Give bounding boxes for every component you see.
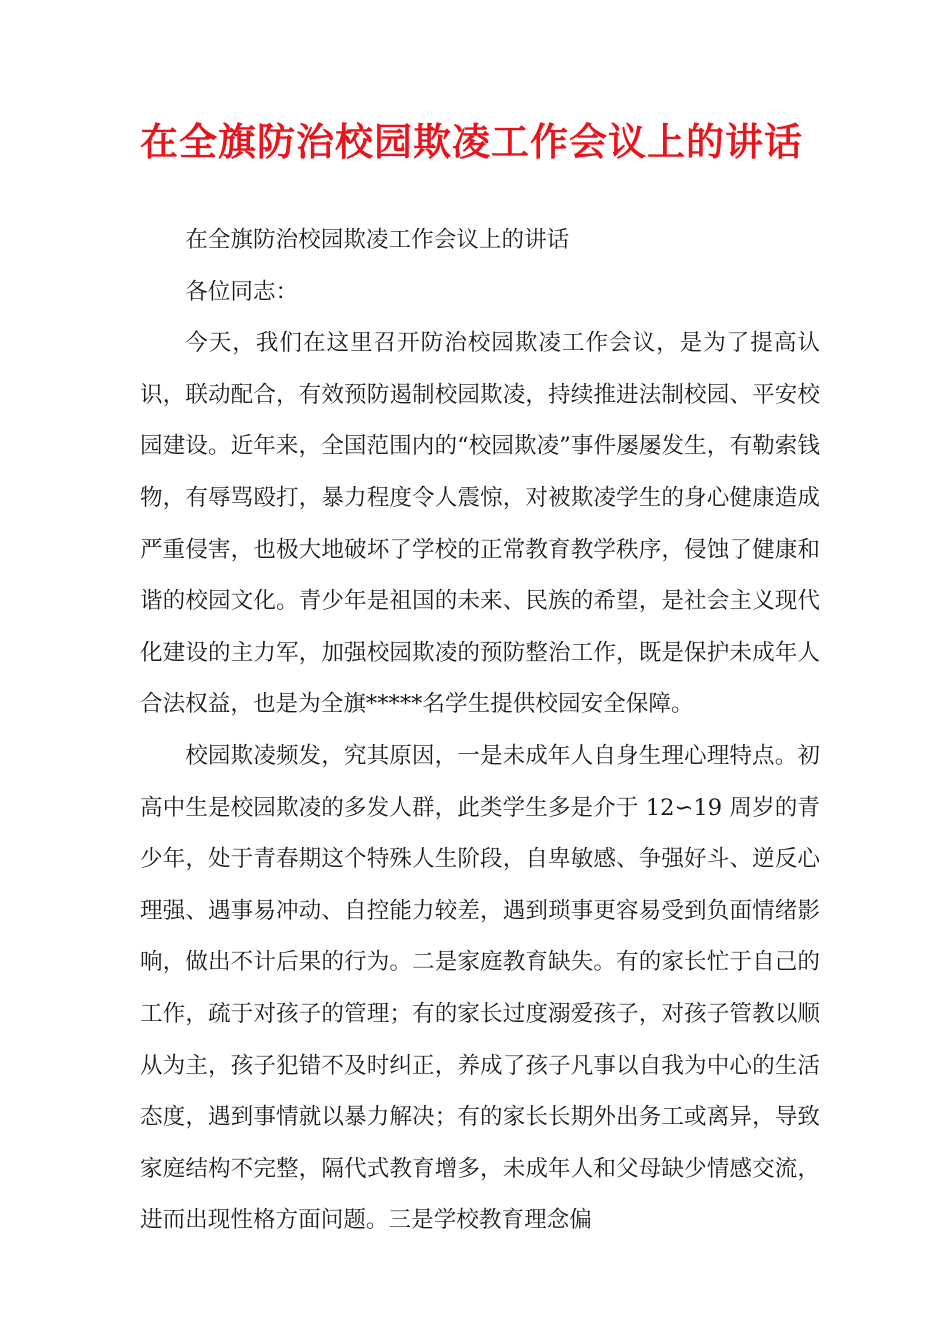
body-paragraph: 校园欺凌频发，究其原因，一是未成年人自身生理心理特点。初高中生是校园欺凌的多发人群，此类学生多是介于 12∽19 周岁的青少年，处于青春期这个特殊人生阶段，自卑敏感、争强好斗、逆反心理强、遇事易冲动、自控能力较差，遇到琐事更容易受到负面情绪影响，做出不计后果的行为。二是家庭教育缺失。有的家长忙于自己的工作，疏于对孩子的管理；有的家长过度溺爱孩子，对孩子管教以顺从为主，孩子犯错不及时纠正，养成了孩子凡事以自我为中心的生活态度，遇到事情就以暴力解决；有的家长长期外出务工或离异，导致家庭结构不完整，隔代式教育增多，未成年人和父母缺少情感交流，进而出现性格方面问题。三是学校教育理念偏: [140, 742, 820, 1234]
document-body: [140, 215, 820, 1247]
salutation: 各位同志：: [185, 278, 299, 305]
subtitle-line: 在全旗防治校园欺凌工作会议上的讲话: [185, 227, 570, 253]
body-paragraph: 今天，我们在这里召开防治校园欺凌工作会议，是为了提高认识，联动配合，有效预防遏制校园欺凌，持续推进法制校园、平安校园建设。近年来，全国范围内的“校园欺凌”事件屡屡发生，有勒索钱物，有辱骂殴打，暴力程度令人震惊，对被欺凌学生的身心健康造成严重侵害，也极大地破坏了学校的正常教育教学秩序，侵蚀了健康和谐的校园文化。青少年是祖国的未来、民族的希望，是社会主义现代化建设的主力军，加强校园欺凌的预防整治工作，既是保护未成年人合法权益，也是为全旗*****名学生提供校园安全保障。: [140, 330, 820, 718]
document-title: 在全旗防治校园欺凌工作会议上的讲话: [140, 120, 804, 164]
